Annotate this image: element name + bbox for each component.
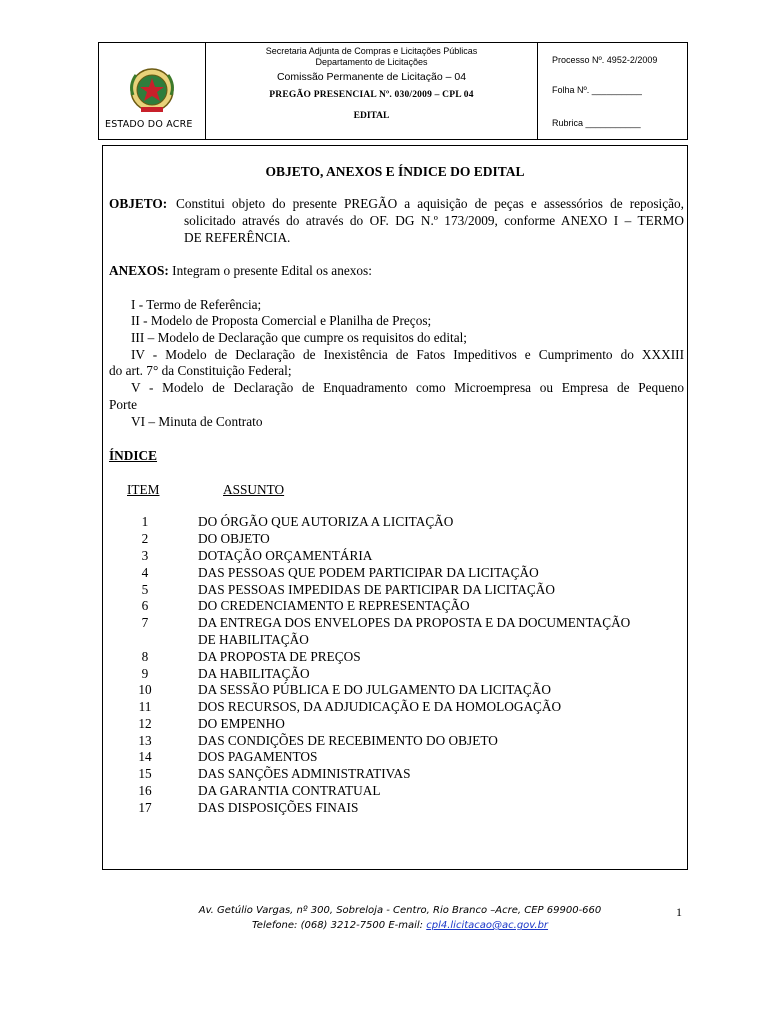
indice-item-subject: DAS PESSOAS IMPEDIDAS DE PARTICIPAR DA LICITAÇÃO [198,582,555,597]
objeto-line-1: Constitui objeto do presente PREGÃO a aquisição de peças e assessórios de reposição, [176,196,684,211]
indice-item-number: 17 [138,800,152,815]
indice-heading: ÍNDICE [109,448,158,463]
indice-item-number: 3 [141,548,149,563]
indice-item-number: 12 [138,716,152,731]
indice-item-number: 14 [138,749,152,764]
indice-item-subject: DAS CONDIÇÕES DE RECEBIMENTO DO OBJETO [198,733,498,748]
objeto-line-2: solicitado através do através do OF. DG N.º 173/2009, conforme ANEXO I – TERMO [184,213,684,228]
objeto-label: OBJETO: [109,196,168,211]
footer-phone: Telefone: (068) 3212-7500 E-mail: [251,920,424,931]
indice-item-subject: DA PROPOSTA DE PREÇOS [198,649,361,664]
footer-address: Av. Getúlio Vargas, nº 300, Sobreloja - Centro, Rio Branco –Acre, CEP 69900-660 [198,905,602,916]
indice-item-number: 2 [141,531,149,546]
anexo-item: IV - Modelo de Declaração de Inexistência de Fatos Impeditivos e Cumprimento do XXXIII [131,347,684,362]
anexos-paragraph [109,263,372,280]
indice-item-subject: DAS PESSOAS QUE PODEM PARTICIPAR DA LICITAÇÃO [198,565,539,580]
indice-item-subject: DA SESSÃO PÚBLICA E DO JULGAMENTO DA LICITAÇÃO [198,682,551,697]
indice-item-subject: DOTAÇÃO ORÇAMENTÁRIA [198,548,373,563]
indice-item-subject: DAS DISPOSIÇÕES FINAIS [198,800,359,815]
comissao-text: Comissão Permanente de Licitação – 04 [276,71,467,83]
indice-item-number: 7 [141,615,149,630]
footer-contact [130,920,670,931]
anexo-item-continuation: do art. 7° da Constituição Federal; [109,363,292,378]
indice-item-subject: DOS RECURSOS, DA ADJUDICAÇÃO E DA HOMOLOGAÇÃO [198,699,562,714]
footer-email-link[interactable]: cpl4.licitacao@ac.gov.br [426,920,549,931]
pregao-text: PREGÃO PRESENCIAL Nº. 030/2009 – CPL 04 [269,90,474,100]
indice-col-item: ITEM [127,482,160,497]
page-title: OBJETO, ANEXOS E ÍNDICE DO EDITAL [265,164,525,179]
indice-item-number: 10 [138,682,152,697]
indice-item-number: 11 [138,699,152,714]
indice-col-assunto: ASSUNTO [223,482,285,497]
rubrica-text: Rubrica ___________ [552,118,641,128]
indice-item-number: 5 [141,582,149,597]
content-frame-bottom [102,869,688,870]
anexo-item: V - Modelo de Declaração de Enquadramento como Microempresa ou Empresa de Pequeno [131,380,684,395]
anexo-item: II - Modelo de Proposta Comercial e Planilha de Preços; [131,313,432,328]
anexo-item: I - Termo de Referência; [131,297,262,312]
objeto-line-3: DE REFERÊNCIA. [184,230,291,245]
indice-item-number: 6 [141,598,149,613]
indice-item-subject-continuation: DE HABILITAÇÃO [198,632,309,647]
header-title-cell [206,43,538,139]
anexos-intro: Integram o presente Edital os anexos: [172,263,372,278]
document-header [98,42,688,140]
indice-item-number: 16 [138,783,152,798]
indice-item-number: 13 [138,733,152,748]
indice-item-subject: DO EMPENHO [198,716,285,731]
indice-item-subject: DO CREDENCIAMENTO E REPRESENTAÇÃO [198,598,470,613]
anexo-item: III – Modelo de Declaração que cumpre os requisitos do edital; [131,330,467,345]
anexos-label: ANEXOS: [109,263,169,278]
header-secretaria [206,46,537,68]
indice-item-subject: DA GARANTIA CONTRATUAL [198,783,381,798]
page-number: 1 [676,905,682,919]
header-logo-cell [99,43,206,139]
anexo-item: VI – Minuta de Contrato [131,414,263,429]
departamento-text: Departamento de Licitações [315,57,428,67]
indice-item-subject: DA ENTREGA DOS ENVELOPES DA PROPOSTA E DA DOCUMENTAÇÃO [198,615,631,630]
edital-text: EDITAL [353,111,390,121]
folha-text: Folha Nº. __________ [552,85,642,95]
anexo-item-continuation: Porte [109,397,138,412]
indice-item-subject: DA HABILITAÇÃO [198,666,310,681]
secretaria-text: Secretaria Adjunta de Compras e Licitações Públicas [265,46,478,56]
indice-item-number: 15 [138,766,152,781]
indice-item-number: 1 [141,514,149,529]
indice-item-number: 9 [141,666,149,681]
indice-item-subject: DOS PAGAMENTOS [198,749,318,764]
estado-label: ESTADO DO ACRE [105,119,193,130]
indice-item-subject: DO OBJETO [198,531,270,546]
content-frame [102,145,688,870]
indice-item-number: 8 [141,649,149,664]
indice-item-subject: DO ÓRGÃO QUE AUTORIZA A LICITAÇÃO [198,514,454,529]
indice-item-subject: DAS SANÇÕES ADMINISTRATIVAS [198,766,411,781]
header-process-cell [538,43,687,139]
indice-item-number: 4 [141,565,149,580]
state-coat-of-arms-icon [127,65,177,115]
processo-text: Processo Nº. 4952-2/2009 [552,55,658,65]
